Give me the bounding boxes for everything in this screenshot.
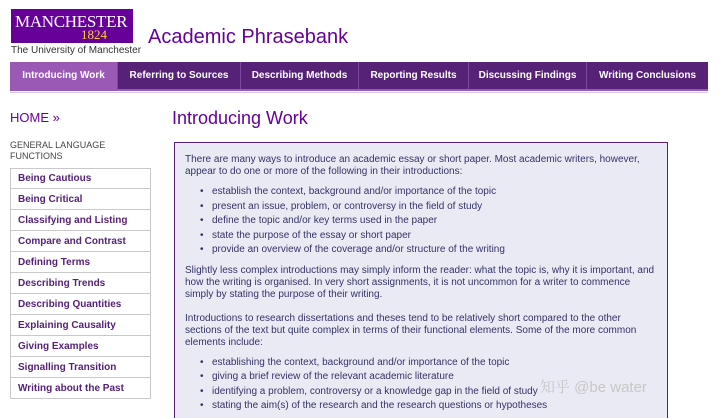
list-item: • stating the aim(s) of the research and the research questions or hypotheses: [185, 399, 657, 414]
tab-writing-conclusions[interactable]: Writing Conclusions: [598, 70, 697, 81]
intro-paragraph: There are many ways to introduce an academic essay or short paper. Most academic writers, however, appear to do one or more of the following in their introductions:: [185, 154, 640, 177]
list-item: • establishing the context, background and/or importance of the topic: [185, 356, 657, 371]
nav-underline: [10, 89, 708, 91]
tab-referring-to-sources[interactable]: Referring to Sources: [118, 62, 241, 89]
list-item: • identifying a problem, controversy or a knowledge gap in the field of study: [185, 385, 657, 400]
logo-wordmark: MANCHESTER: [15, 12, 128, 31]
sidebar-item-describing-trends[interactable]: Describing Trends: [10, 273, 151, 294]
tab-discussing-findings[interactable]: Discussing Findings: [469, 62, 587, 89]
sidebar-item-classifying-and-listing[interactable]: Classifying and Listing: [10, 210, 151, 231]
sidebar-item-being-cautious[interactable]: Being Cautious: [10, 168, 151, 189]
site-header: [0, 0, 720, 62]
home-link[interactable]: HOME »: [10, 110, 60, 125]
sidebar-item-writing-about-the-past[interactable]: Writing about the Past: [10, 378, 151, 399]
dissertation-paragraph: Introductions to research dissertations and theses tend to be relatively short compared to the other sections of the text but quite complex in terms of their functional elements. Some of the more common elements include:: [185, 312, 637, 348]
list-item: • giving a brief review of the relevant academic literature: [185, 370, 657, 385]
sidebar-item-being-critical[interactable]: Being Critical: [10, 189, 151, 210]
tab-reporting-results[interactable]: Reporting Results: [359, 62, 469, 89]
sidebar-item-signalling-transition[interactable]: Signalling Transition: [10, 357, 151, 378]
intro-list: [185, 185, 657, 258]
short-intro-paragraph: Slightly less complex introductions may simply inform the reader: what the topic is, why it is important, and how the writing is organised. In very short assignments, it is not uncommon for a writer to commence simply by stating the purpose of their writing.: [185, 264, 655, 300]
tab-introducing-work[interactable]: Introducing Work: [10, 62, 118, 89]
nav-divider: [10, 92, 708, 93]
list-item: • establish the context, background and/or importance of the topic: [185, 185, 657, 200]
list-item: • present an issue, problem, or controversy in the field of study: [185, 200, 657, 215]
sidebar-item-defining-terms[interactable]: Defining Terms: [10, 252, 151, 273]
list-item: • state the purpose of the essay or short paper: [185, 229, 657, 244]
tab-describing-methods[interactable]: Describing Methods: [241, 62, 359, 89]
sidebar-item-compare-and-contrast[interactable]: Compare and Contrast: [10, 231, 151, 252]
sidebar-item-describing-quantities[interactable]: Describing Quantities: [10, 294, 151, 315]
logo-year: 1824: [81, 27, 107, 42]
sidebar-item-explaining-causality[interactable]: Explaining Causality: [10, 315, 151, 336]
main-nav: [10, 62, 708, 89]
sidebar-list: [10, 168, 151, 399]
list-item: • define the topic and/or key terms used in the paper: [185, 214, 657, 229]
sidebar-item-giving-examples[interactable]: Giving Examples: [10, 336, 151, 357]
university-name: The University of Manchester: [11, 45, 142, 56]
watermark: 知乎 @be water: [540, 379, 647, 396]
university-logo[interactable]: [11, 9, 133, 43]
site-title[interactable]: Academic Phrasebank: [148, 26, 349, 48]
list-item: • provide an overview of the coverage and/or structure of the writing: [185, 243, 657, 258]
page-title: Introducing Work: [172, 108, 308, 128]
sidebar-section-heading: GENERAL LANGUAGE FUNCTIONS: [10, 140, 106, 161]
